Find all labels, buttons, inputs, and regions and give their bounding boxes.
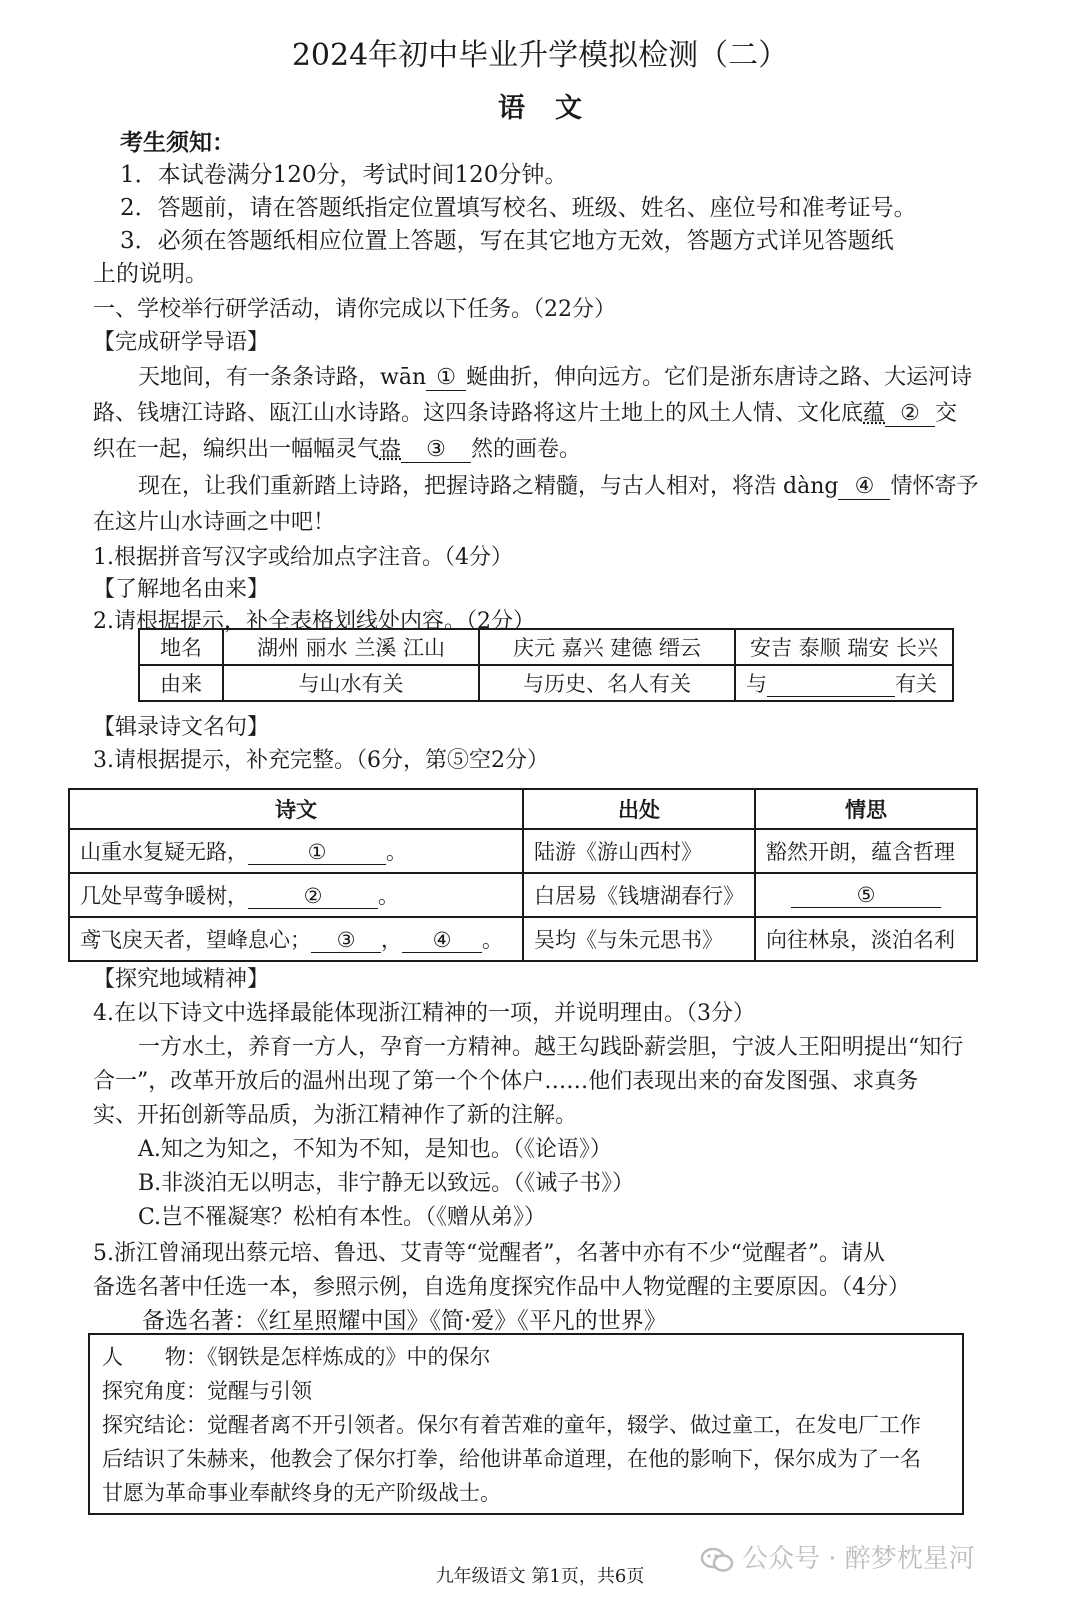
question-5-line-2: 备选名著中任选一本，参照示例，自选角度探究作品中人物觉醒的主要原因。（4分） (93, 1275, 910, 1300)
blank-3[interactable]: ③ (401, 437, 471, 463)
answer-blank[interactable]: ② (248, 884, 378, 909)
table-cell: 陆游《游山西村》 (523, 829, 755, 873)
table-cell: 几处早莺争暖树， ② 。 (69, 873, 523, 917)
blank-4[interactable]: ④ (838, 474, 890, 500)
table-header: 出处 (523, 789, 755, 829)
table-header-row (69, 789, 977, 829)
dotted-char-2: 盎 (379, 437, 402, 462)
table-cell: 安吉 泰顺 瑞安 长兴 (735, 629, 953, 665)
example-character: 人 物：《钢铁是怎样炼成的》中的保尔 (102, 1345, 491, 1369)
watermark (700, 1538, 975, 1575)
place-name-table (138, 628, 954, 702)
place-tag: 【了解地名由来】 (93, 577, 270, 602)
question-1: 1.根据拼音写汉字或给加点字注音。（4分） (93, 545, 513, 570)
table-cell: 山重水复疑无路， ① 。 (69, 829, 523, 873)
answer-blank[interactable]: ③ (311, 928, 381, 953)
blank-2[interactable]: ② (885, 401, 935, 427)
page-title: 2024年初中毕业升学模拟检测（二） (291, 38, 789, 73)
page-footer: 九年级语文 第1页，共6页 (435, 1566, 645, 1587)
table-header: 情思 (755, 789, 977, 829)
intro-para-line-2: 路、钱塘江诗路、瓯江山水诗路。这四条诗路将这片土地上的风土人情、文化底蕴 ② 交 (93, 401, 958, 426)
answer-blank[interactable]: ⑤ (791, 883, 941, 908)
poem-table (68, 788, 978, 962)
q4-para-line-1: 一方水土，养育一方人，孕育一方精神。越王勾践卧薪尝胆，宁波人王阳明提出“知行 (138, 1035, 964, 1060)
example-box (88, 1333, 964, 1515)
subject-title: 语文 (498, 93, 612, 124)
wechat-icon (700, 1547, 734, 1573)
table-cell: 白居易《钱塘湖春行》 (523, 873, 755, 917)
blank-1[interactable]: ① (426, 365, 466, 391)
intro-para-line-5: 在这片山水诗画之中吧！ (93, 510, 336, 535)
table-cell: 湖州 丽水 兰溪 江山 (223, 629, 479, 665)
table-cell: 鸢飞戾天者，望峰息心； ③ ， ④ 。 (69, 917, 523, 961)
question-4: 4.在以下诗文中选择最能体现浙江精神的一项，并说明理由。（3分） (93, 1001, 755, 1026)
table-cell: 豁然开朗，蕴含哲理 (755, 829, 977, 873)
table-cell: 由来 (139, 665, 223, 701)
table-cell: 地名 (139, 629, 223, 665)
table-row (69, 829, 977, 873)
table-cell: 与山水有关 (223, 665, 479, 701)
table-row (139, 665, 953, 701)
example-angle: 探究角度：觉醒与引领 (102, 1379, 312, 1403)
question-5-line-1: 5.浙江曾涌现出蔡元培、鲁迅、艾青等“觉醒者”，名著中亦有不少“觉醒者”。请从 (93, 1241, 885, 1266)
intro-tag: 【完成研学导语】 (93, 330, 270, 355)
example-conclusion-2: 后结识了朱赫来，他教会了保尔打拳，给他讲革命道理，在他的影响下，保尔成为了一名 (102, 1447, 921, 1471)
question-3: 3.请根据提示，补充完整。（6分，第⑤空2分） (93, 748, 549, 773)
spirit-tag: 【探究地域精神】 (93, 967, 270, 992)
watermark-text: 公众号 · 醉梦枕星河 (742, 1544, 975, 1574)
candidate-books: 备选名著：《红星照耀中国》《简·爱》《平凡的世界》 (142, 1308, 667, 1334)
notice-item-2: 2．答题前，请在答题纸指定位置填写校名、班级、姓名、座位号和准考证号。 (120, 195, 917, 221)
intro-para-line-3: 织在一起，编织出一幅幅灵气盎 ③ 然的画卷。 (93, 437, 582, 462)
section-heading: 一、学校举行研学活动，请你完成以下任务。（22分） (93, 297, 616, 322)
notice-item-3: 3．必须在答题纸相应位置上答题，写在其它地方无效，答题方式详见答题纸 (120, 228, 894, 254)
notice-item-1: 1．本试卷满分120分，考试时间120分钟。 (120, 162, 568, 188)
q4-para-line-2: 合一”，改革开放后的温州出现了第一个个体户……他们表现出来的奋发图强、求真务 (93, 1069, 919, 1094)
answer-blank[interactable] (767, 672, 895, 697)
intro-para-line-1: 天地间，有一条条诗路，wān ① 蜒曲折，伸向远方。它们是浙东唐诗之路、大运河诗 (138, 365, 973, 390)
answer-blank[interactable]: ① (248, 840, 386, 865)
table-cell: 向往林泉，淡泊名利 (755, 917, 977, 961)
example-conclusion-3: 甘愿为革命事业奉献终身的无产阶级战士。 (102, 1481, 501, 1505)
q4-para-line-3: 实、开拓创新等品质，为浙江精神作了新的注解。 (93, 1103, 578, 1128)
table-row (69, 873, 977, 917)
table-header: 诗文 (69, 789, 523, 829)
example-conclusion-1: 探究结论：觉醒者离不开引领者。保尔有着苦难的童年，辍学、做过童工，在发电厂工作 (102, 1413, 921, 1437)
poem-tag: 【辑录诗文名句】 (93, 715, 270, 740)
question-2: 2.请根据提示，补全表格划线处内容。（2分） (93, 609, 535, 634)
table-cell: 与 有关 (735, 665, 953, 701)
q4-option-a: A.知之为知之，不知为不知，是知也。（《论语》） (138, 1137, 612, 1162)
answer-blank[interactable]: ④ (402, 928, 482, 953)
table-cell: 吴均《与朱元思书》 (523, 917, 755, 961)
dotted-char-1: 蕴 (863, 401, 886, 426)
table-cell: 与历史、名人有关 (479, 665, 735, 701)
q4-option-b: B.非淡泊无以明志，非宁静无以致远。（《诫子书》） (138, 1171, 635, 1196)
q4-option-c: C.岂不罹凝寒？松柏有本性。（《赠从弟》） (138, 1205, 547, 1230)
intro-para-line-4: 现在，让我们重新踏上诗路，把握诗路之精髓，与古人相对，将浩 dàng ④ 情怀寄予 (138, 474, 979, 499)
table-row (139, 629, 953, 665)
notice-heading: 考生须知： (120, 129, 235, 156)
notice-item-3-cont: 上的说明。 (93, 261, 208, 287)
table-cell: 庆元 嘉兴 建德 缙云 (479, 629, 735, 665)
table-cell (755, 873, 977, 917)
table-row (69, 917, 977, 961)
